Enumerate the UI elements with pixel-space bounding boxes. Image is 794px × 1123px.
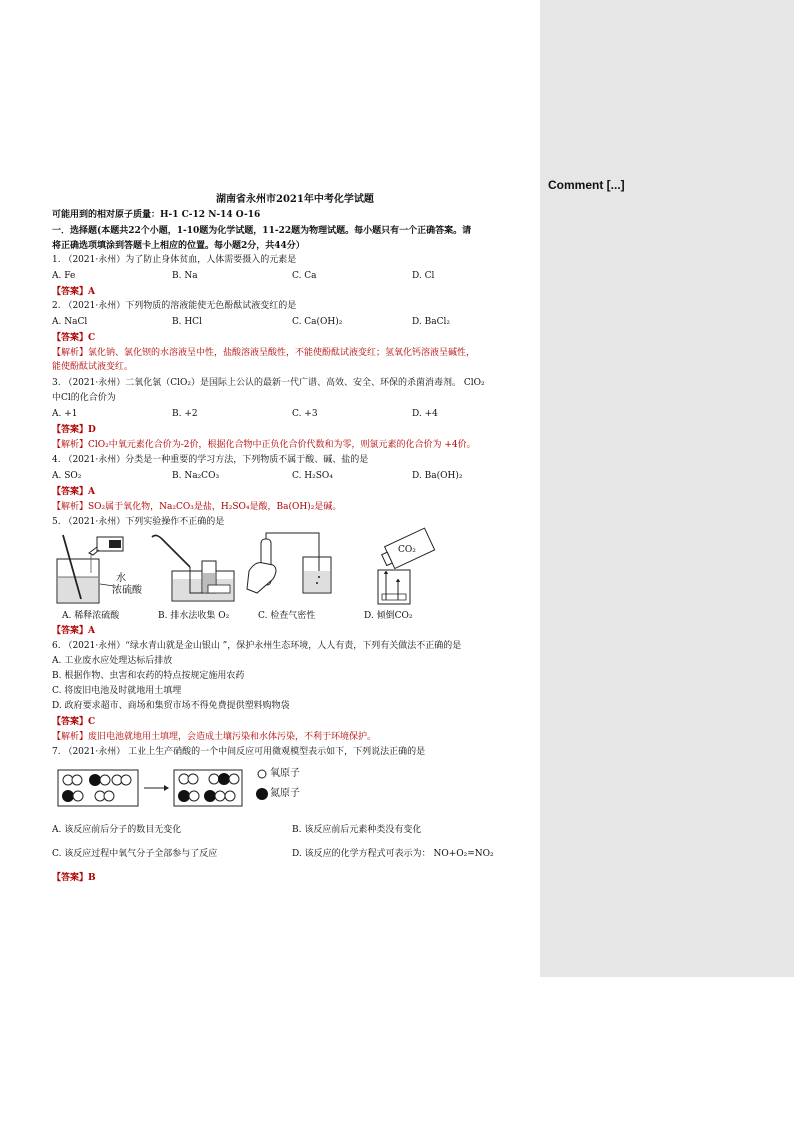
q5-stem: 5. （2021·永州）下列实验操作不正确的是 (52, 517, 225, 527)
q4-option-c: C. H₂SO₄ (292, 471, 333, 481)
q1-option-c: C. Ca (292, 271, 317, 281)
q3-option-c: C. +3 (292, 409, 318, 419)
q7-answer: 【答案】B (52, 873, 96, 883)
q2-analysis-line-2: 能使酚酞试液变红。 (52, 362, 134, 372)
q7-stem: 7. （2021·永州） 工业上生产硝酸的一个中间反应可用微观模型表示如下，下列说法正确的是 (52, 747, 426, 757)
q3-stem-line-2: 中Cl的化合价为 (52, 393, 116, 403)
q4-analysis: 【解析】SO₂属于氧化物，Na₂CO₃是盐，H₂SO₄是酸，Ba(OH)₂是碱。 (52, 502, 342, 512)
q5-answer: 【答案】A (52, 626, 95, 636)
q6-option-b: B. 根据作物、虫害和农药的特点按规定施用农药 (52, 671, 245, 681)
q7-option-c: C. 该反应过程中氧气分子全部参与了反应 (52, 849, 218, 859)
q5-option-a: A. 稀释浓硫酸 (62, 611, 120, 621)
q6-stem: 6. （2021·永州）“绿水青山就是金山银山 ”，保护永州生态环境，人人有责，下列有关做法不正确的是 (52, 641, 462, 651)
q4-answer: 【答案】A (52, 487, 95, 497)
figure-pour-co2 (376, 530, 446, 610)
q1-option-b: B. Na (172, 271, 198, 281)
q3-stem-line-1: 3. （2021·永州）二氧化氯（ClO₂）是国际上公认的最新一代广谱、高效、安全、环保的杀菌消毒剂。 ClO₂ (52, 378, 485, 388)
page-title: 湖南省永州市2021年中考化学试题 (216, 194, 374, 205)
q4-stem: 4. （2021·永州）分类是一种重要的学习方法，下列物质不属于酸、碱、盐的是 (52, 455, 369, 465)
figure-label-acid: 浓硫酸 (112, 585, 142, 596)
q3-analysis: 【解析】ClO₂中氧元素化合价为-2价，根据化合物中正负化合价代数和为零，则氯元素的化合价为 +4价。 (52, 440, 476, 450)
comment-pane[interactable] (540, 0, 794, 977)
q2-stem: 2. （2021·永州）下列物质的溶液能使无色酚酞试液变红的是 (52, 301, 297, 311)
q2-option-c: C. Ca(OH)₂ (292, 317, 343, 327)
legend-oxygen-atom: 氧原子 (270, 768, 300, 779)
q3-option-d: D. +4 (412, 409, 438, 419)
legend-nitrogen-atom: 氮原子 (270, 788, 300, 799)
q1-stem: 1. （2021·永州）为了防止身体贫血，人体需要摄入的元素是 (52, 255, 297, 265)
q7-option-d: D. 该反应的化学方程式可表示为： NO+O₂=NO₂ (292, 849, 494, 859)
q2-analysis-line-1: 【解析】氯化钠、氯化钡的水溶液呈中性，盐酸溶液呈酸性，不能使酚酞试液变红；氢氧化钙溶液呈碱性， (52, 348, 476, 358)
section-intro-line-2: 将正确选项填涂到答题卡上相应的位置。每小题2分，共44分） (52, 241, 305, 251)
figure-molecular-model (56, 768, 306, 810)
q4-option-a: A. SO₂ (52, 471, 82, 481)
q6-option-d: D. 政府要求超市、商场和集贸市场不得免费提供塑料购物袋 (52, 701, 290, 711)
q2-answer: 【答案】C (52, 333, 96, 343)
q5-option-c: C. 检查气密性 (258, 611, 316, 621)
q6-option-a: A. 工业废水应处理达标后排放 (52, 656, 173, 666)
q5-option-d: D. 倾倒CO₂ (364, 611, 413, 621)
q2-option-b: B. HCl (172, 317, 202, 327)
q4-option-d: D. Ba(OH)₂ (412, 471, 463, 481)
q7-option-a: A. 该反应前后分子的数目无变化 (52, 825, 182, 835)
figure-dilute-acid (55, 533, 145, 608)
comment-label[interactable]: Comment [...] (548, 178, 625, 192)
q3-option-a: A. +1 (52, 409, 78, 419)
q1-option-a: A. Fe (52, 271, 76, 281)
q1-answer: 【答案】A (52, 287, 95, 297)
q2-option-a: A. NaCl (52, 317, 88, 327)
q7-option-b: B. 该反应前后元素种类没有变化 (292, 825, 422, 835)
q6-answer: 【答案】C (52, 717, 96, 727)
q2-option-d: D. BaCl₂ (412, 317, 450, 327)
atomic-mass-line: 可能用到的相对原子质量：H-1 C-12 N-14 O-16 (52, 210, 261, 220)
figure-water-collection (150, 533, 240, 608)
figure-label-water: 水 (116, 573, 126, 584)
q6-analysis: 【解析】废旧电池就地用土填埋，会造成土壤污染和水体污染，不利于环境保护。 (52, 732, 377, 742)
q3-answer: 【答案】D (52, 425, 96, 435)
q6-option-c: C. 将废旧电池及时就地用土填埋 (52, 686, 182, 696)
figure-airtightness (245, 533, 335, 608)
figure-label-co2: CO₂ (398, 545, 416, 555)
q1-option-d: D. Cl (412, 271, 435, 281)
q3-option-b: B. +2 (172, 409, 198, 419)
q5-option-b: B. 排水法收集 O₂ (158, 611, 230, 621)
section-intro-line-1: 一．选择题(本题共22个小题，1-10题为化学试题，11-22题为物理试题。每小题只有一个正确答案。请 (52, 226, 472, 236)
q4-option-b: B. Na₂CO₃ (172, 471, 220, 481)
